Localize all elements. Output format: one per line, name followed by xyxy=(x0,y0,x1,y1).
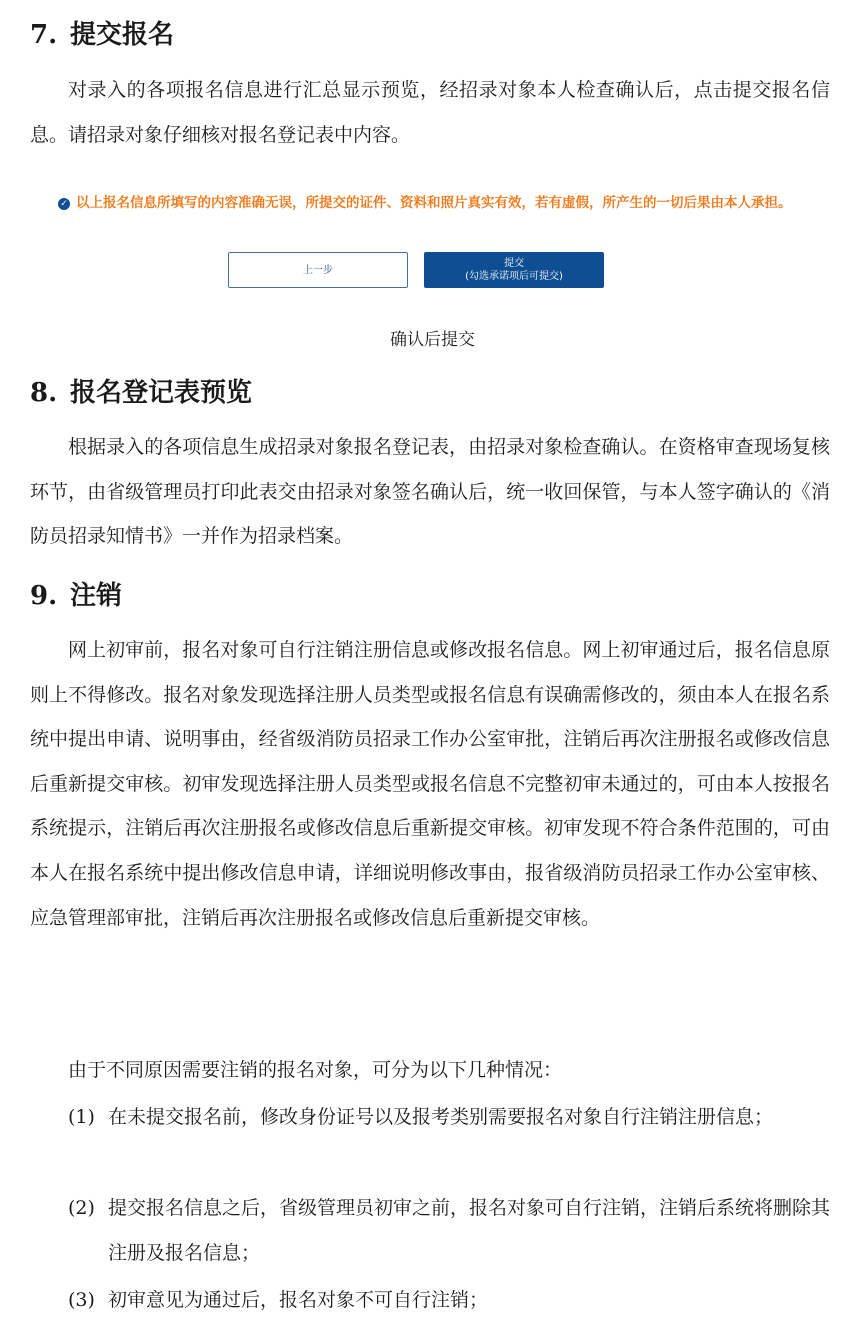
previous-step-button[interactable] xyxy=(228,252,408,288)
list-item-marker: (3) xyxy=(68,1289,95,1311)
list-item-marker: (1) xyxy=(68,1106,95,1128)
list-item xyxy=(68,1095,830,1140)
list-item xyxy=(68,1186,830,1275)
list-item-text: 初审意见为通过后，报名对象不可自行注销； xyxy=(108,1289,489,1311)
submit-button[interactable] xyxy=(424,252,604,288)
commitment-notice[interactable] xyxy=(58,192,803,214)
submit-label: 提交 xyxy=(504,258,524,269)
section-9-title: 注销 xyxy=(70,581,123,611)
section-7-heading xyxy=(30,22,174,48)
figure-caption: 确认后提交 xyxy=(390,330,475,350)
section-9-paragraph-1: 网上初审前，报名对象可自行注销注册信息或修改报名信息。网上初审通过后，报名信息原则上不得修改。报名对象发现选择注册人员类型或报名信息有误确需修改的，须由本人在报名系统中提出申请、说明事由，经省级消防员招录工作办公室审批，注销后再次注册报名或修改信息后重新提交审核。初审发现选择注册人员类型或报名信息不完整初审未通过的，可由本人按报名系统提示，注销后再次注册报名或修改信息后重新提交审核。初审发现不符合条件范围的，可由本人在报名系统中提出修改信息申请，详细说明修改事由，报省级消防员招录工作办公室审核、应急管理部审批，注销后再次注册报名或修改信息后重新提交审核。 xyxy=(30,639,830,929)
previous-step-label: 上一步 xyxy=(303,264,333,276)
section-8-paragraph: 根据录入的各项信息生成招录对象报名登记表，由招录对象检查确认。在资格审查现场复核环节，由省级管理员打印此表交由招录对象签名确认后，统一收回保管，与本人签字确认的《消防员招录知情书》一并作为招录档案。 xyxy=(30,436,830,548)
list-item xyxy=(68,1278,830,1323)
section-7-title: 提交报名 xyxy=(70,20,175,50)
list-item-text: 在未提交报名前，修改身份证号以及报考类别需要报名对象自行注销注册信息； xyxy=(108,1106,774,1128)
submit-hint: (勾选承诺项后可提交) xyxy=(465,271,563,282)
section-7-number: 7. xyxy=(30,20,58,50)
section-9-paragraph-2: 由于不同原因需要注销的报名对象，可分为以下几种情况： xyxy=(68,1059,563,1081)
commitment-notice-text: 以上报名信息所填写的内容准确无误，所提交的证件、资料和照片真实有效，若有虚假，所产生的一切后果由本人承担。 xyxy=(76,195,792,211)
check-circle-icon[interactable]: ✓ xyxy=(58,198,70,210)
list-item-text: 提交报名信息之后，省级管理员初审之前，报名对象可自行注销，注销后系统将删除其注册及报名信息； xyxy=(108,1197,831,1264)
section-8-title: 报名登记表预览 xyxy=(70,378,253,408)
section-8-number: 8. xyxy=(30,378,58,408)
list-item-marker: (2) xyxy=(68,1197,95,1219)
section-9-heading xyxy=(30,583,122,609)
submit-confirmation-panel xyxy=(52,188,812,298)
section-8-heading xyxy=(30,380,252,406)
section-7-paragraph: 对录入的各项报名信息进行汇总显示预览，经招录对象本人检查确认后，点击提交报名信息。请招录对象仔细核对报名登记表中内容。 xyxy=(30,79,830,146)
section-9-number: 9. xyxy=(30,581,58,611)
